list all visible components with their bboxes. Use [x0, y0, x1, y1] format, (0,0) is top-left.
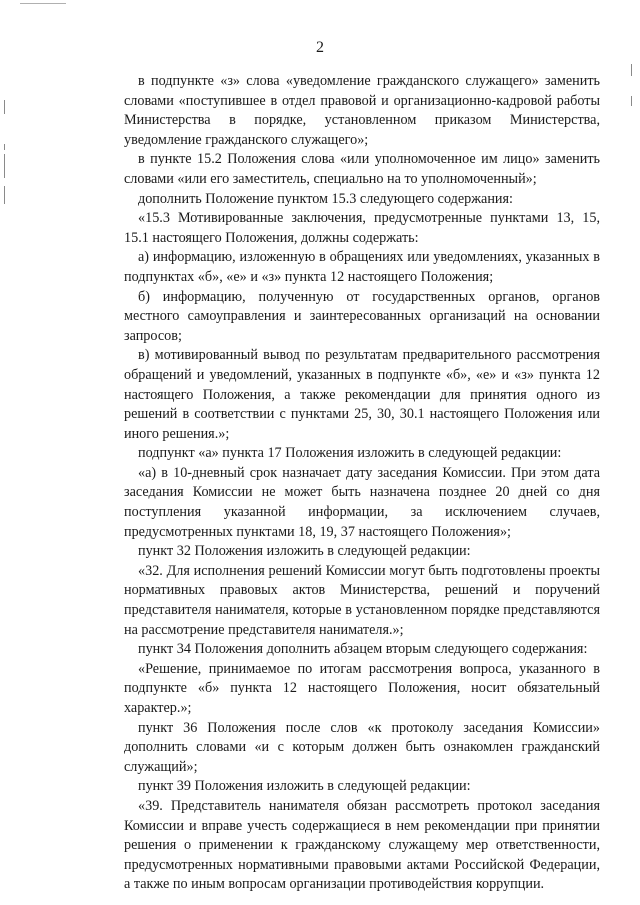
paragraph: пункт 36 Положения после слов «к протоколу заседания Комиссии» дополнить словами «и с которым должен быть ознакомлен гражданский служащий»;	[124, 719, 600, 775]
scan-artifact	[20, 3, 66, 4]
page-number: 2	[316, 39, 324, 56]
scan-artifact	[4, 154, 5, 178]
paragraph: пункт 39 Положения изложить в следующей редакции:	[138, 778, 471, 795]
scan-artifact	[631, 96, 632, 106]
scan-artifact	[4, 186, 5, 204]
paragraph: в) мотивированный вывод по результатам предварительного рассмотрения обращений и уведомлений, указанных в подпункте «б», «е» и «з» пункта 12 настоящего Положения, а также рекомендации для принятия одного из решений в соответствии с пунктами 25, 30, 30.1 настоящего Положения или иного решения.»;	[124, 347, 600, 442]
paragraph: а) информацию, изложенную в обращениях или уведомлениях, указанных в подпунктах «б», «е» и «з» пункта 12 настоящего Положения;	[124, 249, 600, 285]
paragraph: пункт 34 Положения дополнить абзацем вторым следующего содержания:	[138, 641, 588, 658]
paragraph: «а) в 10-дневный срок назначает дату заседания Комиссии. При этом дата заседания Комиссии не может быть назначена позднее 20 дней со дня поступления указанной информации, за исключением случаев, предусмотренных пунктами 18, 19, 37 настоящего Положения»;	[124, 464, 600, 540]
scan-artifact	[4, 144, 5, 150]
paragraph: «15.3 Мотивированные заключения, предусмотренные пунктами 13, 15, 15.1 настоящего Положения, должны содержать:	[124, 210, 600, 246]
paragraph: в пункте 15.2 Положения слова «или уполномоченное им лицо» заменить словами «или его заместитель, специально на то уполномоченный»;	[124, 151, 600, 187]
document-body	[124, 72, 600, 895]
paragraph: в подпункте «з» слова «уведомление гражданского служащего» заменить словами «поступившее в отдел правовой и организационно-кадровой работы Министерства в порядке, установленном приказом Министерства, уведомление гражданского служащего»;	[124, 73, 600, 148]
scan-artifact	[4, 100, 5, 114]
paragraph: «32. Для исполнения решений Комиссии могут быть подготовлены проекты нормативных правовых актов Министерства, решений и поручений представителя нанимателя, которые в установленном порядке представляются на рассмотрение представителя нанимателя.»;	[124, 562, 600, 638]
paragraph: подпункт «а» пункта 17 Положения изложить в следующей редакции:	[138, 445, 562, 462]
paragraph: б) информацию, полученную от государственных органов, органов местного самоуправления и заинтересованных организаций на основании запросов;	[124, 288, 600, 344]
scan-artifact	[631, 64, 632, 76]
paragraph: «39. Представитель нанимателя обязан рассмотреть протокол заседания Комиссии и вправе учесть содержащиеся в нем рекомендации при принятии решения о применении к гражданскому служащему мер ответственности, предусмотренных нормативными правовыми актами Российской Федерации, а также по иным вопросам организации противодействия коррупции.	[124, 797, 600, 893]
paragraph: «Решение, принимаемое по итогам рассмотрения вопроса, указанного в подпункте «б» пункта 12 настоящего Положения, носит обязательный характер.»;	[124, 660, 600, 716]
paragraph: дополнить Положение пунктом 15.3 следующего содержания:	[138, 190, 513, 207]
paragraph: пункт 32 Положения изложить в следующей редакции:	[138, 543, 471, 560]
